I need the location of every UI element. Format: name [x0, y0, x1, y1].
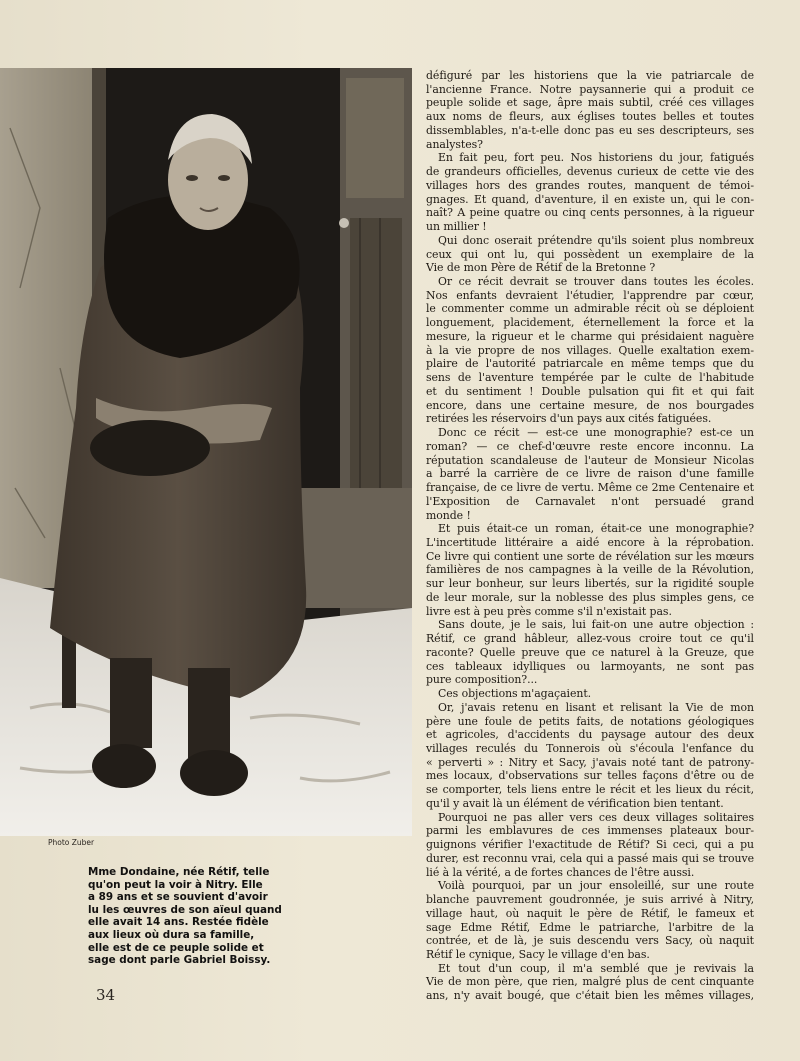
article-line: longuement, placidement, éternellement la force et la [426, 316, 754, 330]
article-line: Or ce récit devrait se trouver dans toutes les écoles. [438, 275, 754, 289]
article-line: « perverti » : Nitry et Sacy, j'avais noté tant de patrony- [426, 755, 754, 769]
article-line: village haut, où naquit le père de Rétif, le fameux et [426, 906, 754, 920]
article-line: Ce livre qui contient une sorte de révélation sur les mœurs [426, 549, 754, 563]
article-line: livre est à peu près comme s'il n'existait pas. [426, 604, 672, 618]
caption-line: elle est de ce peuple solide et [88, 941, 264, 954]
article-column [426, 69, 754, 1003]
article-line: guignons vérifier l'exactitude de Rétif? Si ceci, qui a pu [426, 838, 754, 852]
article-line: réputation scandaleuse de l'auteur de Monsieur Nicolas [426, 453, 754, 467]
caption-line: lu les œuvres de son aïeul quand [88, 903, 282, 916]
page-number: 34 [96, 986, 116, 1004]
article-line: mesure, la rigueur et le charme qui présidaient naguère [426, 329, 754, 343]
portrait-photo [0, 68, 412, 836]
article-line: Donc ce récit — est-ce une monographie? est-ce un [438, 426, 754, 440]
article-line: et du sentiment ! Double pulsation qui fit et qui fait [426, 384, 754, 398]
article-line: qu'il y avait là un élément de vérification bien tentant. [426, 796, 724, 810]
photo-caption [88, 866, 284, 967]
article-line: gnages. Et quand, d'aventure, il en existe un, qui le con- [426, 192, 754, 206]
article-line: sage Edme Rétif, Edme le patriarche, l'arbitre de la [426, 920, 754, 934]
article-line: peuple solide et sage, âpre mais subtil, créé ces villages [426, 96, 754, 110]
caption-line: qu'on peut la voir à Nitry. Elle [88, 878, 263, 891]
article-line: plaire de l'autorité patriarcale en même temps que du [426, 357, 754, 371]
article-line: a barré la carrière de ce livre de raison d'une famille [426, 467, 754, 481]
article-line: naît? A peine quatre ou cinq cents personnes, à la rigueur [426, 206, 754, 220]
article-line: blanche pauvrement goudronnée, je suis arrivé à Nitry, [426, 893, 754, 907]
article-line: villages hors des grandes routes, manquent de témoi- [426, 178, 754, 192]
article-line: analystes? [426, 137, 483, 151]
article-line: Vie de mon Père de Rétif de la Bretonne ? [426, 261, 656, 275]
article-line: défiguré par les historiens que la vie patriarcale de [426, 69, 754, 82]
article-line: Et puis était-ce un roman, était-ce une monographie? [438, 522, 754, 536]
article-line: familières de nos campagnes à la veille de la Révolution, [426, 563, 754, 577]
caption-line: sage dont parle Gabriel Boissy. [88, 954, 271, 967]
article-line: Ces objections m'agaçaient. [438, 687, 592, 701]
article-line: Rétif, ce grand hâbleur, allez-vous croire tout ce qu'il [426, 632, 754, 646]
article-line: française, de ce livre de vertu. Même ce 2me Centenaire et [426, 481, 754, 495]
article-line: Vie de mon père, que rien, malgré plus de cent cinquante [426, 975, 754, 989]
article-line: le commenter comme un admirable récit où se déploient [426, 302, 754, 316]
article-line: un millier ! [426, 220, 487, 234]
article-line: En fait peu, fort peu. Nos historiens du jour, fatigués [438, 151, 754, 165]
article-line: se comporter, tels liens entre le récit et les lieux du récit, [426, 783, 754, 797]
article-line: L'incertitude littéraire a aidé encore à la réprobation. [426, 535, 754, 549]
article-line: et agricoles, d'accidents du paysage autour des deux [426, 728, 754, 742]
article-line: l'ancienne France. Notre paysannerie qui a produit ce [426, 82, 754, 96]
article-line: Pourquoi ne pas aller vers ces deux villages solitaires [438, 810, 754, 824]
caption-line: aux lieux où dura sa famille, [88, 928, 255, 941]
article-line: père une foule de petits faits, de notations géologiques [426, 714, 754, 728]
article-line: de grandeurs officielles, devenus curieux de cette vie des [426, 165, 754, 179]
article-line: à la vie propre de nos villages. Quelle exaltation exem- [426, 343, 754, 357]
article-line: ceux qui ont lu, qui possèdent un exemplaire de la [426, 247, 754, 261]
article-line: contrée, et de là, je suis descendu vers Sacy, où naquit [426, 934, 754, 948]
article-line: Nos enfants devraient l'étudier, l'apprendre par cœur, [426, 288, 754, 302]
article-line: monde ! [426, 508, 471, 522]
article-line: ces tableaux idylliques ou larmoyants, ne sont pas [426, 659, 754, 673]
article-line: l'Exposition de Carnavalet n'ont persuadé grand [426, 494, 754, 508]
article-line: aux noms de fleurs, aux églises toutes belles et toutes [426, 110, 754, 124]
article-line: pure composition?... [426, 673, 538, 687]
article-line: retirées les réservoirs d'un pays aux cités fatiguées. [426, 412, 712, 426]
article-line: roman? — ce chef-d'œuvre reste encore inconnu. La [426, 439, 754, 453]
article-line: Qui donc oserait prétendre qu'ils soient plus nombreux [438, 233, 754, 247]
photo-illustration [0, 68, 412, 836]
caption-line: a 89 ans et se souvient d'avoir [88, 891, 268, 904]
article-line: sur leur bonheur, sur leurs libertés, sur la rigidité souple [426, 577, 754, 591]
article-line: raconte? Quelle preuve que ce naturel à la Greuze, que [426, 645, 754, 659]
article-line: sens de l'aventure tempérée par le culte de l'habitude [426, 371, 754, 385]
article-line: villages reculés du Tonnerois où s'écoula l'enfance du [426, 741, 754, 755]
article-line: Voilà pourquoi, par un jour ensoleillé, sur une route [438, 879, 754, 893]
caption-line: Mme Dondaine, née Rétif, telle [88, 866, 270, 878]
article-line: Sans doute, je le sais, lui fait-on une autre objection : [438, 618, 754, 632]
article-line: Or, j'avais retenu en lisant et relisant la Vie de mon [438, 700, 754, 714]
bleed-through-text [80, 18, 320, 48]
article-line: de leur morale, sur la noblesse des plus simples gens, ce [426, 590, 754, 604]
article-line: mes locaux, d'observations sur telles façons d'être ou de [426, 769, 754, 783]
caption-line: elle avait 14 ans. Restée fidèle [88, 916, 269, 929]
article-line: encore, dans une certaine mesure, de nos bourgades [426, 398, 754, 412]
article-line: lié à la vérité, a de fortes chances de l'être aussi. [426, 865, 695, 879]
article-line: parmi les emblavures de ces immenses plateaux bour- [426, 824, 754, 838]
photo-credit: Photo Zuber [48, 838, 95, 847]
article-line: durer, est reconnu vrai, cela qui a passé mais qui se trouve [426, 851, 754, 865]
article-line: Rétif le cynique, Sacy le village d'en bas. [426, 948, 650, 961]
article-line: dissemblables, n'a-t-elle donc pas eu ses descripteurs, ses [426, 123, 754, 137]
article-line: Et tout d'un coup, il m'a semblé que je revivais la [438, 961, 754, 975]
article-line: ans, n'y avait bougé, que c'était bien les mêmes villages, [426, 989, 754, 1003]
